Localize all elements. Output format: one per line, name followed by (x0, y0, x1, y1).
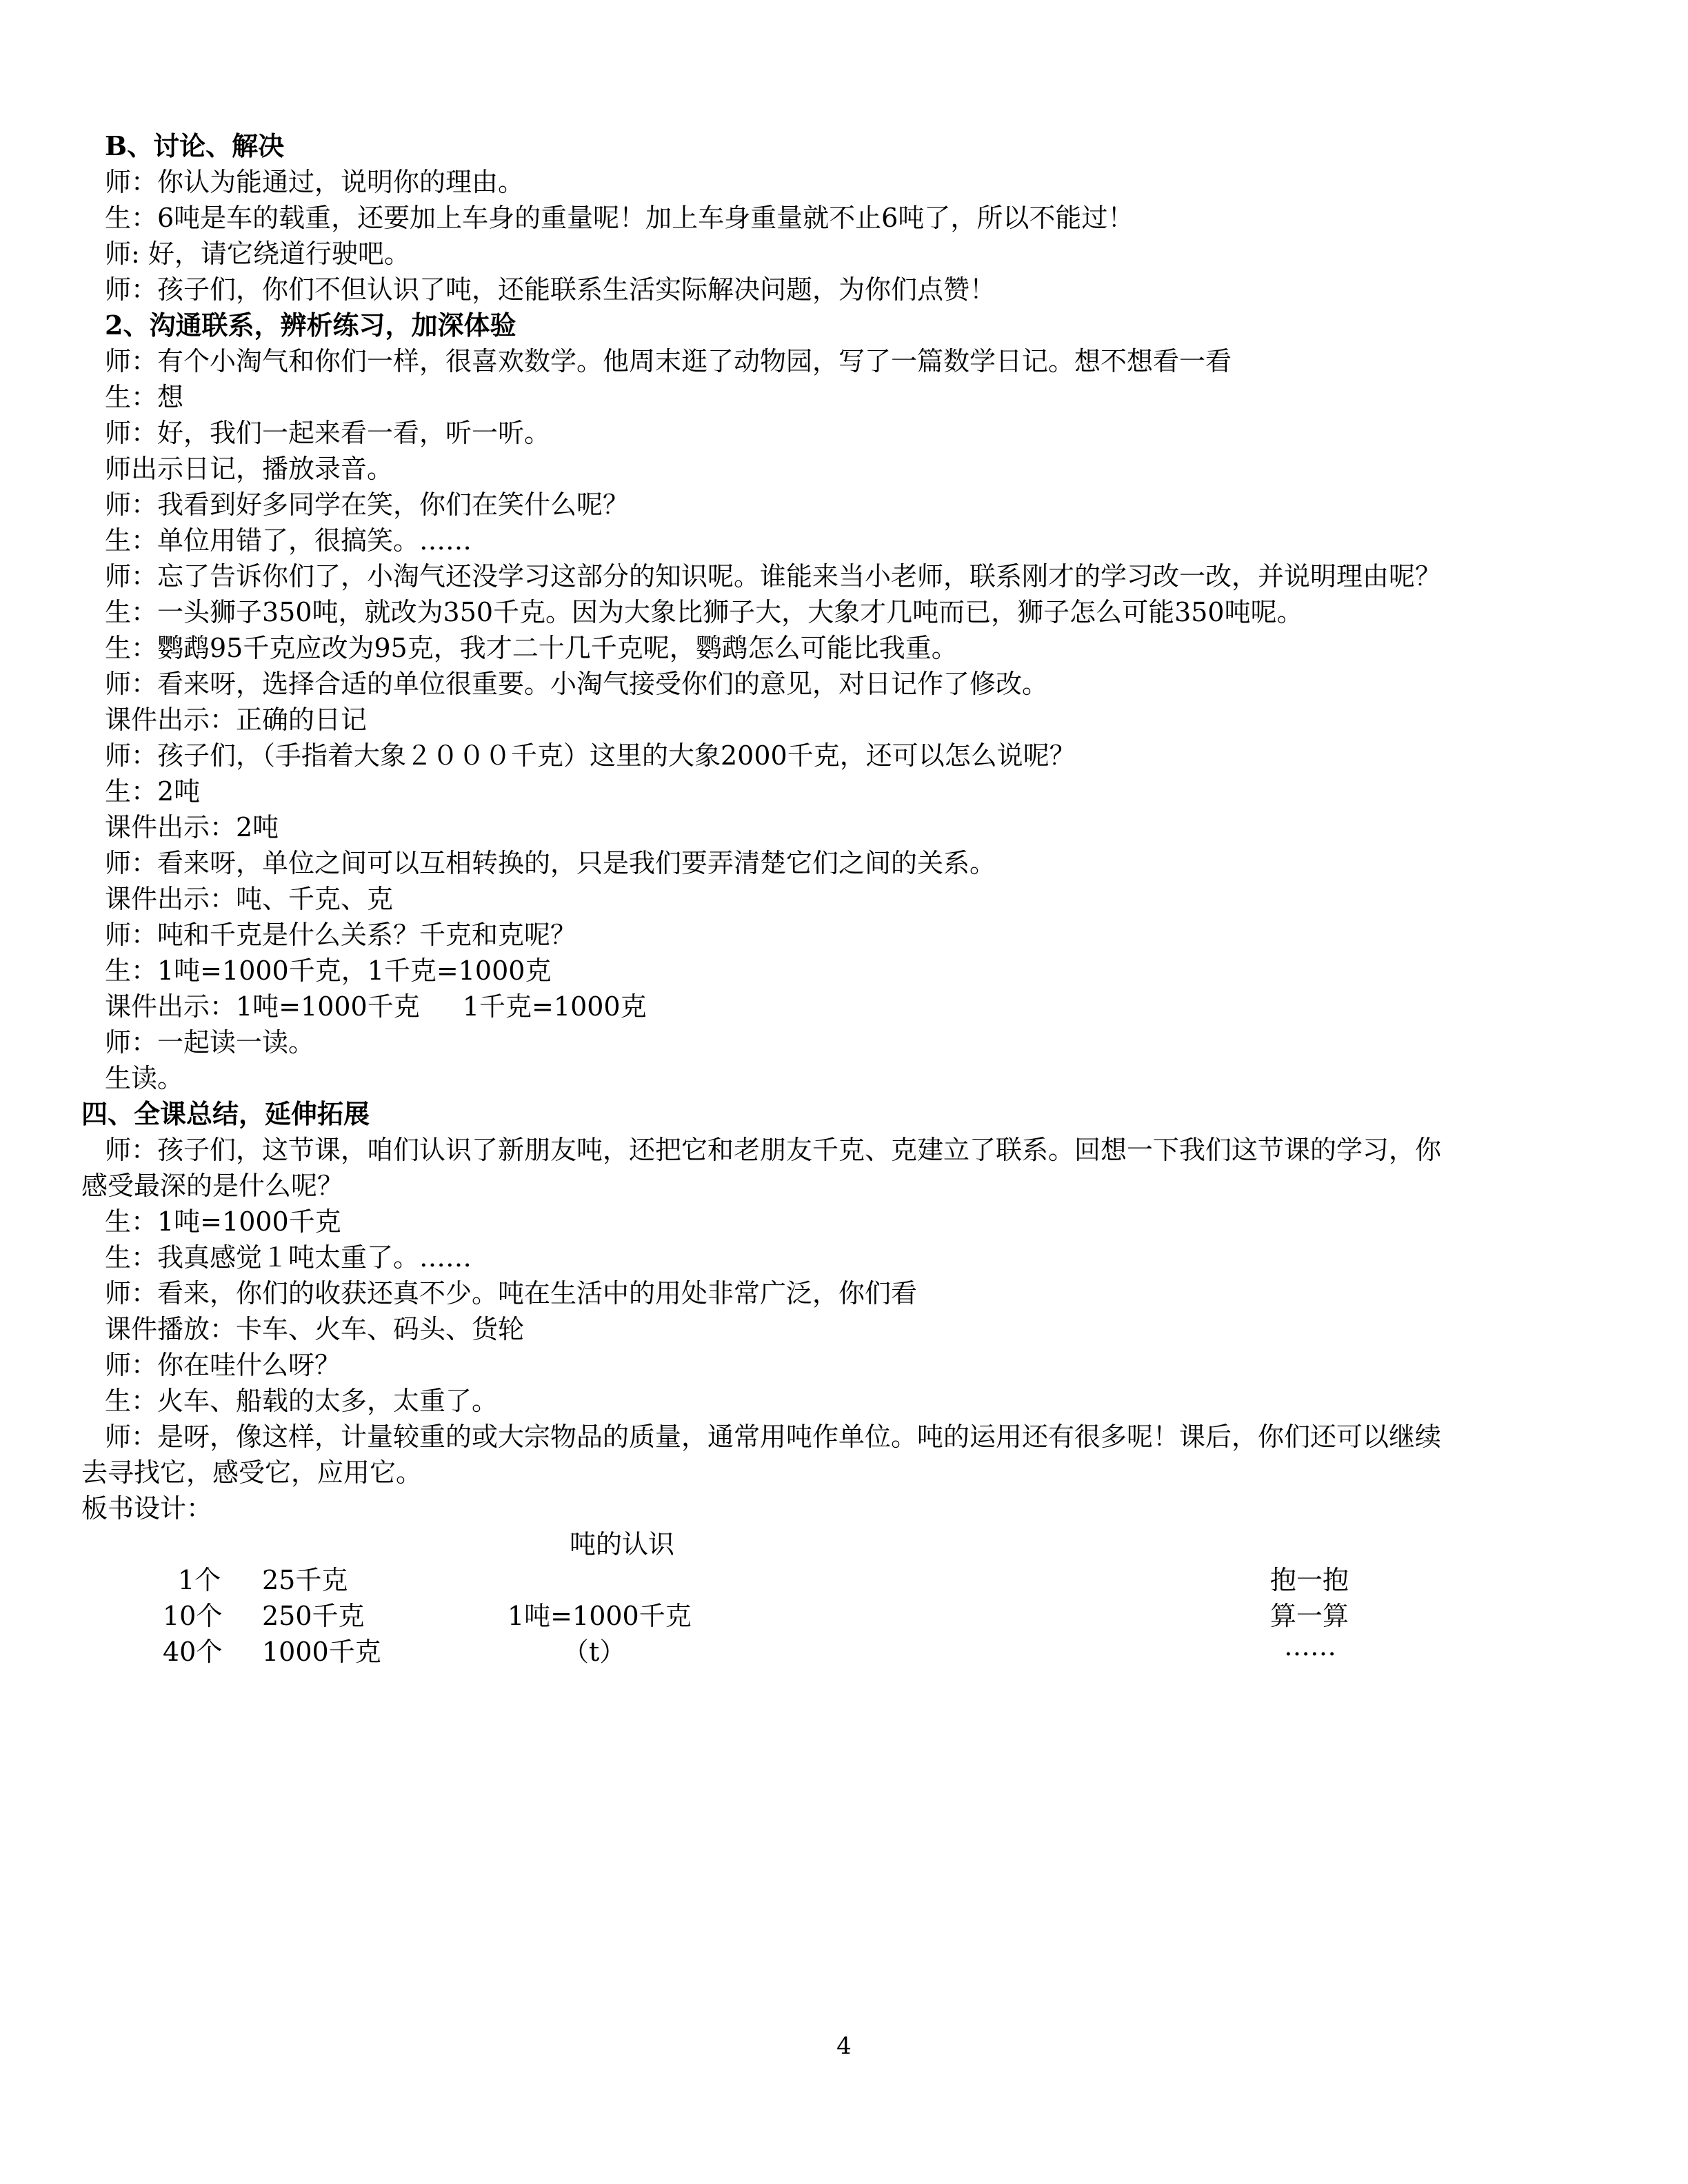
text-line: 师：有个小淘气和你们一样，很喜欢数学。他周末逛了动物园，写了一篇数学日记。想不想看一看 (105, 346, 1232, 376)
text-line: 师：看来，你们的收获还真不少。吨在生活中的用处非常广泛，你们看 (105, 1278, 918, 1308)
text-line: 感受最深的是什么呢？ (81, 1171, 344, 1201)
text-line: 师：你认为能通过，说明你的理由。 (105, 167, 525, 197)
board-design-label: 板书设计： (81, 1493, 213, 1524)
text-line: 生：单位用错了，很搞笑。…… (105, 525, 472, 556)
board-count: 40个 (163, 1637, 223, 1667)
board-right-item: …… (1284, 1631, 1336, 1661)
board-count: 1个 (178, 1565, 221, 1595)
text-line: 师：孩子们，（手指着大象２０００千克）这里的大象2000千克，还可以怎么说呢？ (105, 740, 1076, 771)
board-formula: 1吨=1000千克 (508, 1601, 692, 1631)
text-line: 生：1吨=1000千克 (105, 1206, 341, 1237)
text-line: 生：6吨是车的载重，还要加上车身的重量呢！加上车身重量就不止6吨了，所以不能过！ (105, 203, 1134, 233)
section-heading-2: 2、沟通联系，辨析练习，加深体验 (105, 310, 516, 341)
text-line: 师：我看到好多同学在笑，你们在笑什么呢？ (105, 489, 630, 520)
section-heading-b: B、讨论、解决 (105, 130, 285, 161)
text-line: 课件出示：2吨 (105, 812, 279, 842)
text-line: 师：看来呀，单位之间可以互相转换的，只是我们要弄清楚它们之间的关系。 (105, 848, 996, 878)
text-line: 师：孩子们，你们不但认识了吨，还能联系生活实际解决问题，为你们点赞！ (105, 274, 996, 305)
text-line: 生：2吨 (105, 776, 201, 807)
text-line: 生：火车、船载的太多，太重了。 (105, 1386, 499, 1416)
text-line: 生：想 (105, 382, 184, 412)
page-number: 4 (836, 2032, 852, 2060)
board-weight: 1000千克 (262, 1637, 381, 1667)
text-line: 课件播放：卡车、火车、码头、货轮 (105, 1314, 525, 1344)
text-line: 师: 好，请它绕道行驶吧。 (105, 239, 410, 269)
text-line: 师：是呀，像这样，计量较重的或大宗物品的质量，通常用吨作单位。吨的运用还有很多呢！课后，你们还可以继续 (105, 1422, 1442, 1452)
text-line: 课件出示：1吨=1000千克 1千克=1000克 (105, 991, 647, 1022)
text-line: 生：我真感觉１吨太重了。…… (105, 1242, 472, 1273)
board-count: 10个 (163, 1601, 223, 1631)
board-title: 吨的认识 (570, 1529, 675, 1559)
board-symbol: （t） (563, 1637, 626, 1667)
text-line: 师：好，我们一起来看一看，听一听。 (105, 418, 551, 448)
text-line: 去寻找它，感受它，应用它。 (81, 1457, 423, 1488)
board-weight: 250千克 (262, 1601, 365, 1631)
board-right-item: 算一算 (1270, 1601, 1349, 1631)
section-heading-4: 四、全课总结，延伸拓展 (81, 1098, 370, 1129)
text-line: 生读。 (105, 1063, 184, 1093)
board-weight: 25千克 (262, 1565, 348, 1595)
text-line: 生：1吨=1000千克，1千克=1000克 (105, 956, 552, 986)
text-line: 师：孩子们，这节课，咱们认识了新朋友吨，还把它和老朋友千克、克建立了联系。回想一下我们这节课的学习，你 (105, 1135, 1442, 1165)
text-line: 课件出示：吨、千克、克 (105, 884, 394, 914)
text-line: 生：鹦鹉95千克应改为95克，我才二十几千克呢，鹦鹉怎么可能比我重。 (105, 633, 958, 663)
text-line: 师：吨和千克是什么关系？千克和克呢？ (105, 920, 577, 950)
text-line: 师：看来呀，选择合适的单位很重要。小淘气接受你们的意见，对日记作了修改。 (105, 669, 1049, 699)
text-line: 生：一头狮子350吨，就改为350千克。因为大象比狮子大，大象才几吨而已，狮子怎么可能350吨呢。 (105, 597, 1303, 627)
board-right-item: 抱一抱 (1270, 1565, 1349, 1595)
text-line: 师：你在哇什么呀？ (105, 1350, 341, 1380)
text-line: 师：忘了告诉你们了，小淘气还没学习这部分的知识呢。谁能来当小老师，联系刚才的学习改一改，并说明理由呢？ (105, 561, 1442, 592)
text-line: 师出示日记，播放录音。 (105, 454, 394, 484)
text-line: 课件出示：正确的日记 (105, 705, 368, 735)
text-line: 师：一起读一读。 (105, 1027, 315, 1058)
